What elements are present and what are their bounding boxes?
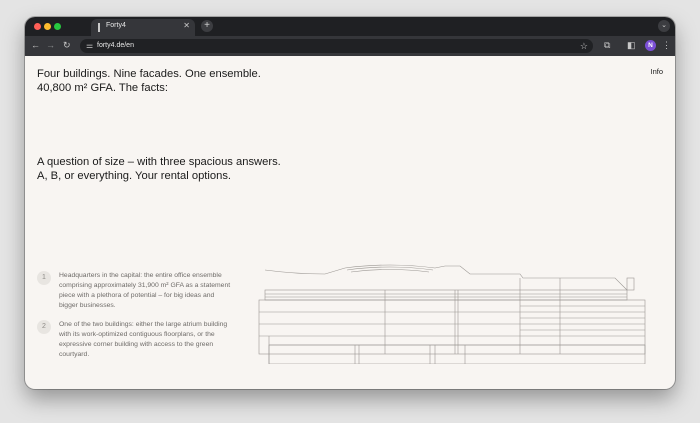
size-headline-line1: A question of size – with three spacious answers.	[37, 156, 281, 168]
bookmark-star-icon[interactable]: ☆	[579, 41, 588, 51]
option-description: Headquarters in the capital: the entire office ensemble comprising approximately 31,900 m² GFA as a statement piece with a plethora of potential – for big ideas and bigger businesses.	[59, 272, 231, 309]
page-content	[25, 56, 675, 389]
browser-toolbar	[25, 36, 675, 56]
close-window-button[interactable]	[34, 23, 41, 30]
minimize-window-button[interactable]	[44, 23, 51, 30]
facts-headline-line1: Four buildings. Nine facades. One ensemble.	[37, 68, 261, 80]
size-headline	[37, 155, 281, 183]
tab-bar	[25, 17, 675, 36]
tab-search-button[interactable]: ⌄	[658, 20, 670, 32]
option-number-badge: 1	[37, 271, 51, 285]
tab-close-icon[interactable]: ✕	[183, 21, 190, 30]
back-button[interactable]: ←	[31, 40, 40, 50]
facts-headline-line2: 40,800 m² GFA. The facts:	[37, 82, 168, 94]
option-number-badge: 2	[37, 320, 51, 334]
tab-forty4[interactable]	[91, 19, 195, 36]
side-panel-icon[interactable]: ◧	[627, 40, 636, 50]
site-info-icon[interactable]: ⚌	[86, 41, 94, 50]
browser-window	[25, 17, 675, 389]
facts-headline	[37, 67, 261, 95]
building-elevation-drawing	[255, 264, 650, 364]
forward-button[interactable]: →	[46, 40, 55, 50]
address-bar[interactable]	[80, 39, 593, 53]
size-headline-line2: A, B, or everything. Your rental options.	[37, 170, 232, 182]
new-tab-button[interactable]: +	[201, 20, 213, 32]
extensions-icon[interactable]: ⧉	[604, 40, 611, 50]
browser-menu-icon[interactable]: ⋮	[662, 40, 671, 50]
favicon-icon	[98, 23, 100, 32]
url-text[interactable]: forty4.de/en	[97, 42, 134, 49]
tab-title: Forty4	[106, 22, 126, 29]
info-link[interactable]: Info	[650, 67, 663, 76]
profile-avatar[interactable]: N	[645, 40, 656, 51]
reload-button[interactable]: ↻	[63, 40, 71, 50]
maximize-window-button[interactable]	[54, 23, 61, 30]
option-description: One of the two buildings: either the large atrium building with its work-optimized contiguous floorplans, or the expressive corner building with access to the green courtyard.	[59, 321, 228, 358]
